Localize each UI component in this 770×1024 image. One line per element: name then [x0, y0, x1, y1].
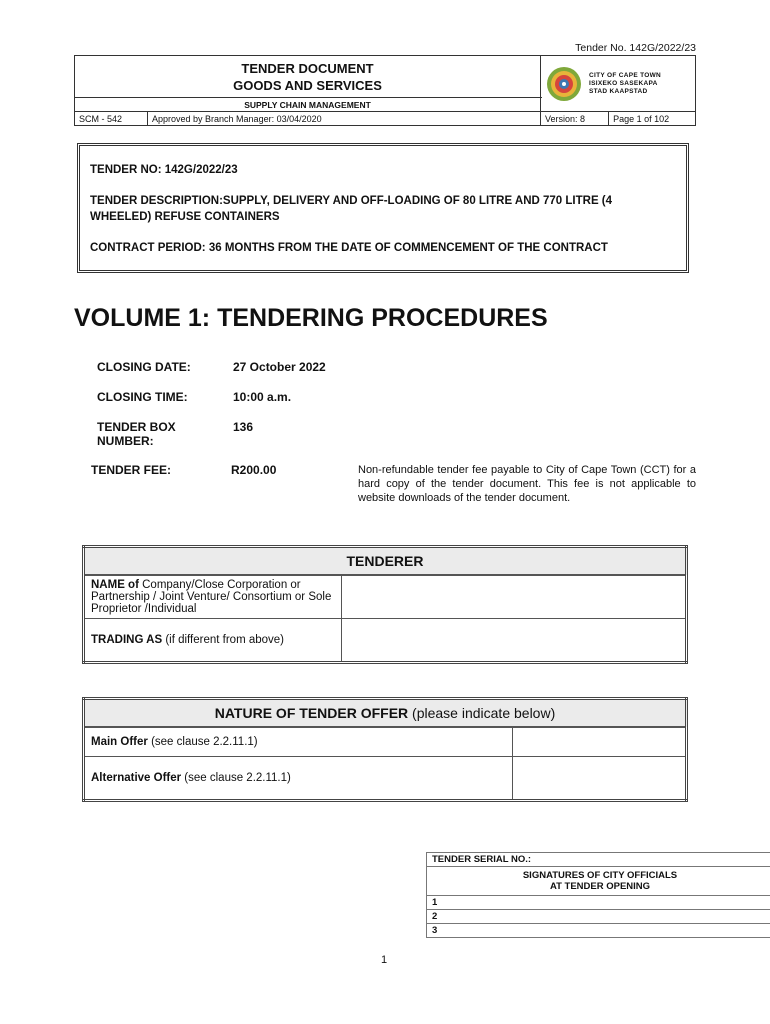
tender-fee-value: R200.00	[231, 463, 277, 477]
signature-row[interactable]: 1	[427, 896, 770, 910]
page-number: 1	[381, 954, 388, 966]
closing-date-label: CLOSING DATE:	[97, 360, 191, 374]
city-logo-icon	[545, 65, 583, 103]
tender-number-top: Tender No. 142G/2022/23	[575, 42, 696, 54]
document-header-table	[74, 55, 696, 126]
tender-fee-note: Non-refundable tender fee payable to City of Cape Town (CCT) for a hard copy of the tender document. This fee is not applicable to website downloads of the tender document.	[358, 464, 696, 504]
closing-time-label: CLOSING TIME:	[97, 390, 188, 404]
main-offer-label: Main Offer (see clause 2.2.11.1)	[84, 727, 513, 757]
tenderer-name-field[interactable]	[342, 575, 687, 619]
version-label: Version: 8	[541, 112, 609, 126]
form-code: SCM - 542	[75, 112, 148, 126]
signature-row[interactable]: 2	[427, 910, 770, 924]
tender-box-number: 136	[233, 420, 254, 434]
contract-period: CONTRACT PERIOD: 36 MONTHS FROM THE DATE OF COMMENCEMENT OF THE CONTRACT	[90, 242, 608, 254]
tender-fee-label: TENDER FEE:	[91, 463, 172, 477]
supply-chain-label: SUPPLY CHAIN MANAGEMENT	[75, 98, 541, 112]
trading-as-field[interactable]	[342, 619, 687, 663]
signature-row[interactable]: 3	[427, 924, 770, 938]
tender-description: TENDER DESCRIPTION:SUPPLY, DELIVERY AND OFF-LOADING OF 80 LITRE AND 770 LITRE (4 WHEELED) REFUSE CONTAINERS	[90, 195, 613, 223]
tender-summary-box	[77, 143, 689, 273]
approval-note: Approved by Branch Manager: 03/04/2020	[148, 112, 541, 126]
logo-text: CITY OF CAPE TOWN ISIXEKO SASEKAPA STAD KAAPSTAD	[589, 71, 662, 95]
document-title: TENDER DOCUMENT GOODS AND SERVICES	[75, 56, 541, 98]
tenderer-table	[82, 545, 688, 664]
offer-table	[82, 697, 688, 802]
signatures-heading: SIGNATURES OF CITY OFFICIALS AT TENDER OPENING	[427, 867, 770, 896]
serial-label: TENDER SERIAL NO.:	[427, 853, 770, 867]
page-count: Page 1 of 102	[609, 112, 696, 126]
alternative-offer-label: Alternative Offer (see clause 2.2.11.1)	[84, 757, 513, 801]
main-offer-field[interactable]	[513, 727, 687, 757]
logo-cell	[541, 56, 696, 112]
volume-title: VOLUME 1: TENDERING PROCEDURES	[74, 304, 548, 332]
closing-date-value: 27 October 2022	[233, 360, 326, 374]
tenderer-name-label: NAME of Company/Close Corporation or Partnership / Joint Venture/ Consortium or Sole Proprietor /Individual	[84, 575, 342, 619]
tender-box-label: TENDER BOX NUMBER:	[97, 420, 176, 448]
tenderer-heading: TENDERER	[84, 547, 687, 576]
alternative-offer-field[interactable]	[513, 757, 687, 801]
serial-table	[426, 852, 770, 938]
tender-number: TENDER NO: 142G/2022/23	[90, 164, 238, 176]
closing-time-value: 10:00 a.m.	[233, 390, 292, 404]
trading-as-label: TRADING AS (if different from above)	[84, 619, 342, 663]
offer-heading: NATURE OF TENDER OFFER (please indicate below)	[84, 699, 687, 728]
